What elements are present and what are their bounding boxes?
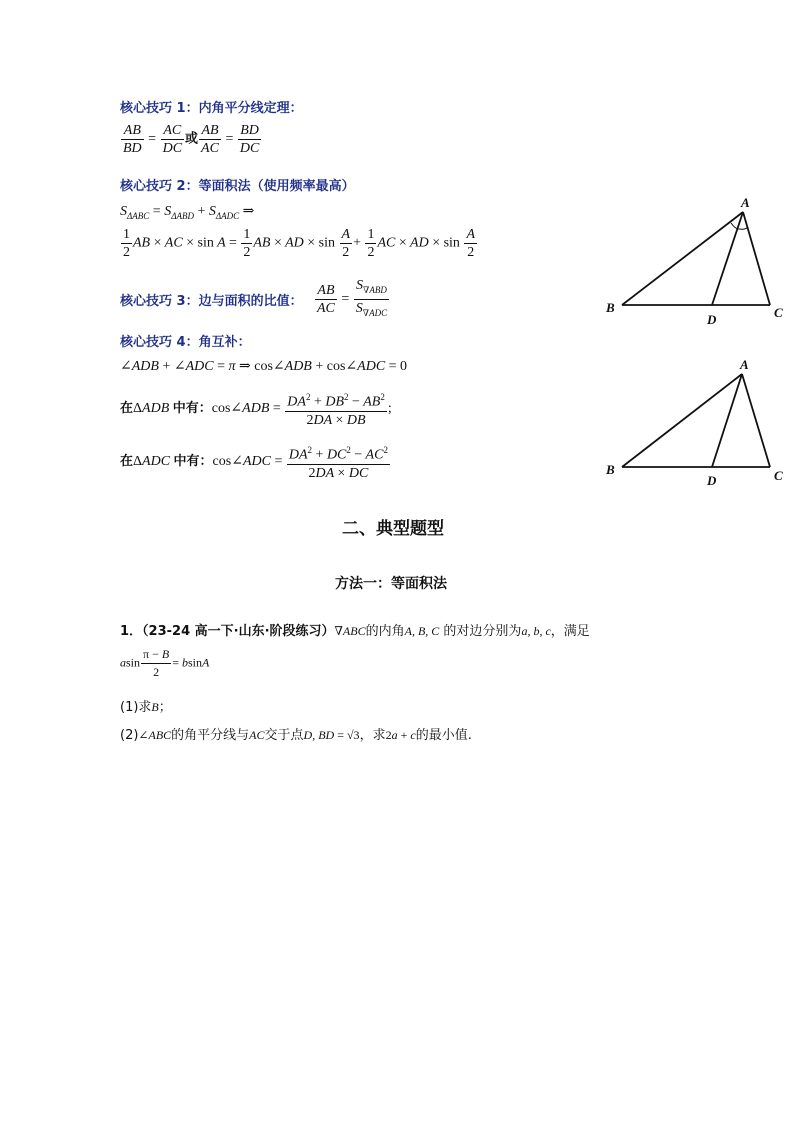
label-c: C [774, 468, 783, 483]
segment-ad [712, 374, 742, 467]
tip2-heading: 核心技巧 2：等面积法（使用频率最高） [120, 179, 355, 194]
problem-statement: 1．（23-24 高一下·山东·阶段练习）∇ABC的内角A, B, C 的对边分别为a, b, c，满足 [120, 624, 590, 639]
tip4-heading: 核心技巧 4：角互补： [120, 335, 251, 350]
tip4-formula-line2: 在ΔADB 中有：cos∠ADB = $\frac{DA^2 + DB^2 - AB^2}{2DA \times DB}$ ; [120, 389, 392, 429]
tip4-formula-line1: ∠ADB + ∠ADC = π ⇒ cos∠ADB + cos∠ADC = 0 [120, 359, 408, 374]
section-title: 二、典型题型 [342, 519, 444, 539]
tip1-heading: 核心技巧 1：内角平分线定理： [120, 101, 303, 116]
side-ac [743, 212, 770, 305]
side-ab [622, 374, 742, 467]
side-ac [742, 374, 770, 467]
problem-part2: (2)∠ABC的角平分线与AC交于点D, BD = √3，求2a + c的最小值. [120, 728, 472, 743]
tip3-heading: 核心技巧 3：边与面积的比值： [120, 294, 303, 309]
problem-condition: asin $\frac{\pi - B}{2}$ = bsinA [120, 647, 210, 679]
label-c: C [774, 305, 783, 320]
problem-part1: (1)求B； [120, 700, 172, 715]
label-a: A [740, 357, 749, 372]
problem-number: 1． [120, 624, 143, 639]
label-a: A [741, 195, 750, 210]
triangle-figure-top [598, 190, 790, 325]
tip4-formula-line3: 在ΔADC 中有：cos∠ADC = $\frac{DA^2 + DC^2 - AC^2}{2DA \times DC}$ [120, 442, 391, 482]
label-b: B [606, 300, 615, 315]
tip1-formula: $\frac{AB}{BD}$ = $\frac{AC}{DC}$ 或 $\frac{AB}{AC}$ = $\frac{BD}{DC}$ [123, 123, 260, 156]
tip3-formula: $\frac{AB}{AC}$ = $\frac{S_{\nabla ABD}}{S_{\nabla ADC}}$ [317, 278, 388, 318]
label-d: D [707, 312, 717, 325]
label-d: D [707, 473, 717, 488]
or-word: 或 [185, 131, 199, 147]
bisector-ad [712, 212, 743, 305]
problem-source: （23-24 高一下·山东·阶段练习） [142, 624, 335, 639]
label-b: B [606, 462, 615, 477]
side-ab [622, 212, 743, 305]
tip2-formula-line2: $\frac{1}{2}$ AB × AC × sin A = $\frac{1}{2}$ AB × AD × sin $\frac{A}{2}$ + $\frac{1}{2}$ AC × AD × sin $\frac{A}{2}$ [123, 227, 475, 260]
triangle-figure-bottom [598, 352, 790, 490]
tip2-formula-line1: $S_{\Delta ABC} = S_{\Delta ABD} + S_{\Delta ADC}$ ⇒ [120, 204, 255, 221]
method-title: 方法一：等面积法 [335, 576, 447, 592]
